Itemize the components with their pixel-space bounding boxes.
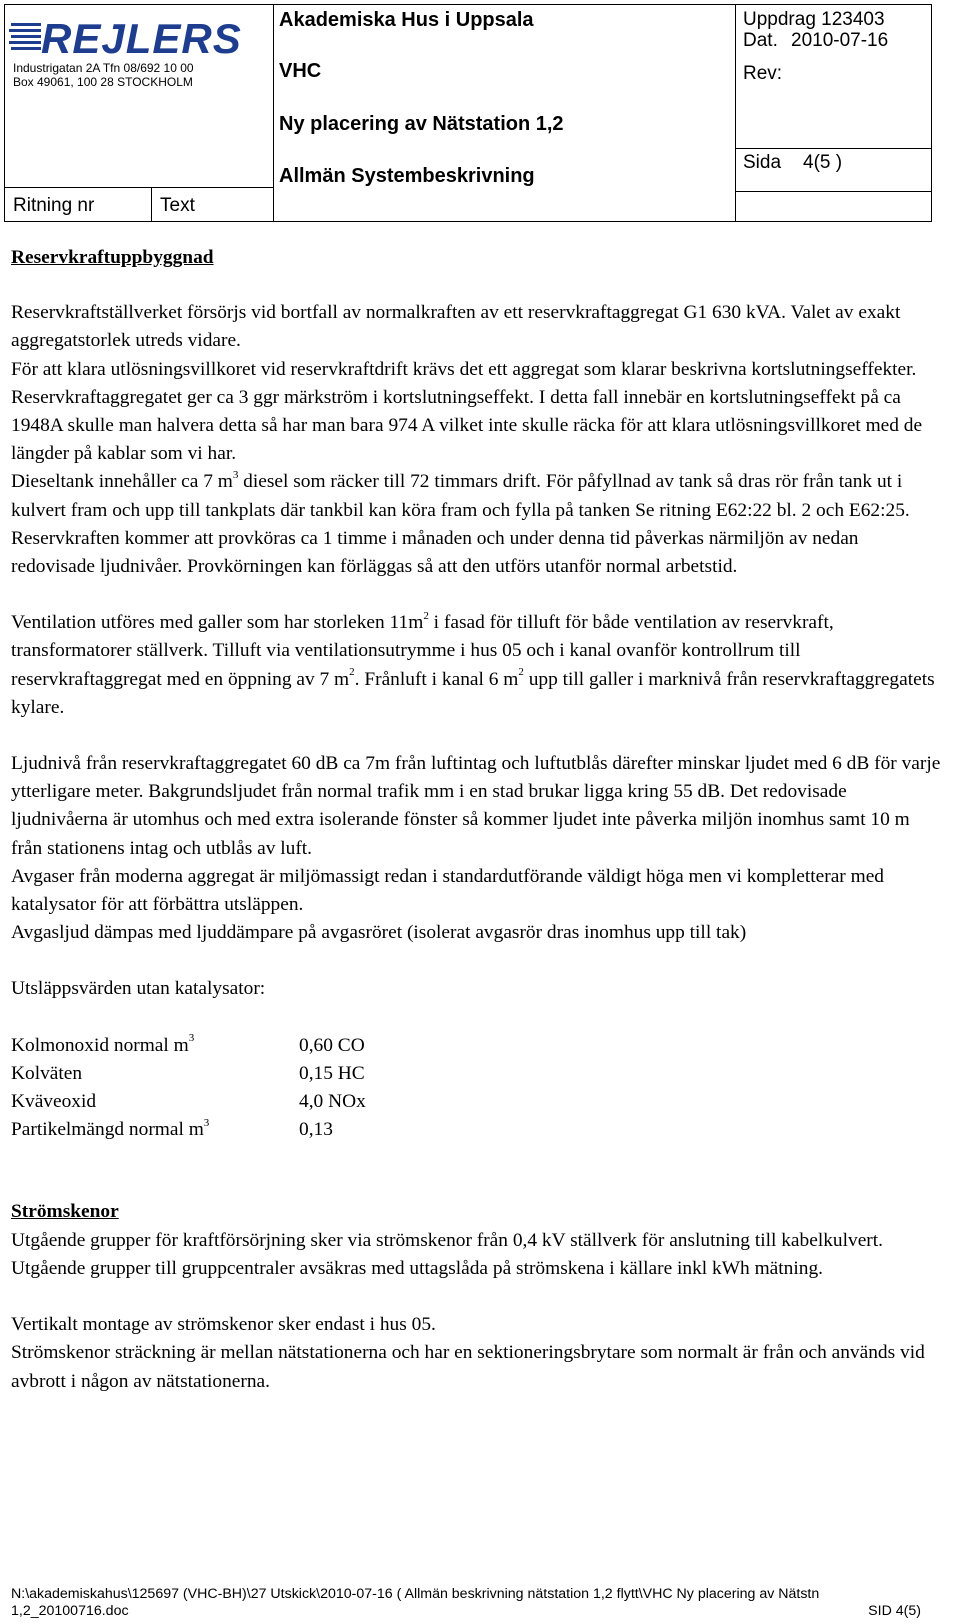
divider xyxy=(735,191,931,192)
emissions-table xyxy=(11,1032,941,1145)
assignment-number: Uppdrag 123403 xyxy=(743,9,885,30)
emission-value: 0,13 xyxy=(299,1119,333,1141)
text-label: Text xyxy=(160,195,195,216)
paragraph: Reservkraftställverket försörjs vid bortfall av normalkraften av ett reservkraftaggregat G1 630 kVA. Valet av exakt aggregatstorlek utreds vidare. xyxy=(11,302,901,352)
project-title: Ny placering av Nätstation 1,2 xyxy=(279,113,564,135)
paragraph: Strömskenor sträckning är mellan nätstationerna och har en sektioneringsbrytare som normalt är från och används vid avbrott i någon av nätstationerna. xyxy=(11,1342,925,1392)
text-run: Partikelmängd normal m xyxy=(11,1119,204,1141)
emission-label xyxy=(11,1032,299,1060)
divider xyxy=(735,5,736,221)
drawing-no-label: Ritning nr xyxy=(13,195,95,216)
text-run: Kväveoxid xyxy=(11,1091,97,1113)
emission-value: 0,60 CO xyxy=(299,1034,365,1056)
page-value: 4(5 ) xyxy=(803,152,843,173)
superscript: 3 xyxy=(203,1116,210,1129)
divider xyxy=(151,187,152,221)
text-run: Ventilation utföres med galler som har storleken 11m xyxy=(11,612,424,634)
emission-label xyxy=(11,1060,299,1088)
superscript: 2 xyxy=(423,609,429,622)
page-label: Sida xyxy=(743,152,782,173)
paragraph: Reservkraftaggregatet ger ca 3 ggr märkström i kortslutningseffekt. I detta fall innebär en kortslutningseffekt på ca 1948A skulle man halvera detta så har man bara 974 A vilket inte skulle räcka för att klara utlösningsvillkoret med de längder på kablar som vi har. xyxy=(11,386,923,465)
paragraph: Ljudnivå från reservkraftaggregatet 60 dB ca 7m från luftintag och luftutblås därefter minskar ljudet med 6 dB för varje ytterligare meter. Bakgrundsljudet från normal trafik mm i en stad brukar ligga kring 55 dB. Det redovisade ljudnivåerna är utomhus och med extra isolerande fönster så kommer ljudet inte påverka miljön inomhus samt 10 m från stationens intag och utblås av luft. xyxy=(11,753,941,859)
paragraph: Utgående grupper för kraftförsörjning sker via strömskenor från 0,4 kV ställverk för anslutning till kabelkulvert. Utgående grupper till gruppcentraler avsäkras med uttagslåda på strömskena i källare inkl kWh mätning. xyxy=(11,1229,883,1279)
section-heading: Reservkraftuppbyggnad xyxy=(11,247,214,268)
text-run: . Frånluft i kanal 6 m xyxy=(354,668,519,690)
client-name: Akademiska Hus i Uppsala xyxy=(279,9,534,31)
date-label: Dat. xyxy=(743,30,778,51)
emission-label xyxy=(11,1116,299,1144)
document-body xyxy=(11,244,941,1396)
emission-label xyxy=(11,1088,299,1116)
text-run: upp till galler i marknivå från reservkraftaggregatets kylare. xyxy=(11,668,935,718)
text-run: Kolväten xyxy=(11,1062,83,1084)
emission-value: 0,15 HC xyxy=(299,1062,365,1084)
paragraph: Avgaser från moderna aggregat är miljömassigt redan i standardutförande väldigt höga men vi kompletterar med katalysator för att förbättra utsläppen. xyxy=(11,865,884,916)
logo-text: REJLERS xyxy=(41,15,242,59)
divider xyxy=(735,148,931,149)
paragraph xyxy=(11,609,941,722)
company-address-line1: Industrigatan 2A Tfn 08/692 10 00 xyxy=(13,61,194,75)
superscript: 2 xyxy=(349,666,355,679)
date-value: 2010-07-16 xyxy=(791,30,889,51)
revision-label: Rev: xyxy=(743,63,783,84)
superscript: 3 xyxy=(232,468,239,481)
document-type: Allmän Systembeskrivning xyxy=(279,165,535,187)
paragraph: Reservkraften kommer att provköras ca 1 timme i månaden och under denna tid påverkas närmiljön av nedan redovisade ljudnivåer. Provkörningen kan förläggas så att den utförs utanför normal arbetstid. xyxy=(11,527,859,578)
superscript: 2 xyxy=(518,666,524,679)
document-header xyxy=(4,4,932,222)
paragraph: För att klara utlösningsvillkoret vid reservkraftdrift krävs det ett aggregat som klarar beskrivna kortslutningseffekter. xyxy=(11,358,917,380)
emission-value: 4,0 NOx xyxy=(299,1091,366,1113)
paragraph: Avgasljud dämpas med ljuddämpare på avgasröret (isolerat avgasrör dras inomhus upp till tak) xyxy=(11,922,747,944)
text-run: Kolmonoxid normal m xyxy=(11,1034,189,1056)
discipline: VHC xyxy=(279,60,322,82)
text-run: diesel som räcker till 72 timmars drift. För påfyllnad av tank så dras rör från tank ut i kulvert fram och upp till tankplats där tankbil kan köra fram och fylla på tanken Se ritning E62:22 bl. 2 och E62:25. xyxy=(11,471,910,521)
paragraph xyxy=(11,468,941,524)
paragraph: Vertikalt montage av strömskenor sker endast i hus 05. xyxy=(11,1314,436,1336)
text-run: i fasad för tilluft för både ventilation av reservkraft, transformatorer ställverk. Tilluft via ventilationsutrymme i hus 05 och i kanal ovanför kontrollrum till reservkraftaggregat med en öppning av 7 m xyxy=(11,612,834,690)
superscript: 3 xyxy=(188,1032,195,1045)
text-run: Dieseltank innehåller ca 7 m xyxy=(11,471,233,493)
section-heading: Strömskenor xyxy=(11,1201,119,1223)
divider xyxy=(5,187,273,188)
company-address-line2: Box 49061, 100 28 STOCKHOLM xyxy=(13,75,193,89)
paragraph: Utsläppsvärden utan katalysator: xyxy=(11,978,266,1000)
document-footer xyxy=(11,1586,921,1620)
file-path: N:\akademiskahus\125697 (VHC-BH)\27 Utskick\2010-07-16 ( Allmän beskrivning nätstation 1,2 flytt\VHC Ny placering av Nätstn 1,2_20100716.doc xyxy=(11,1586,820,1619)
company-logo xyxy=(9,15,279,59)
footer-page-id: SID 4(5) xyxy=(868,1603,921,1619)
